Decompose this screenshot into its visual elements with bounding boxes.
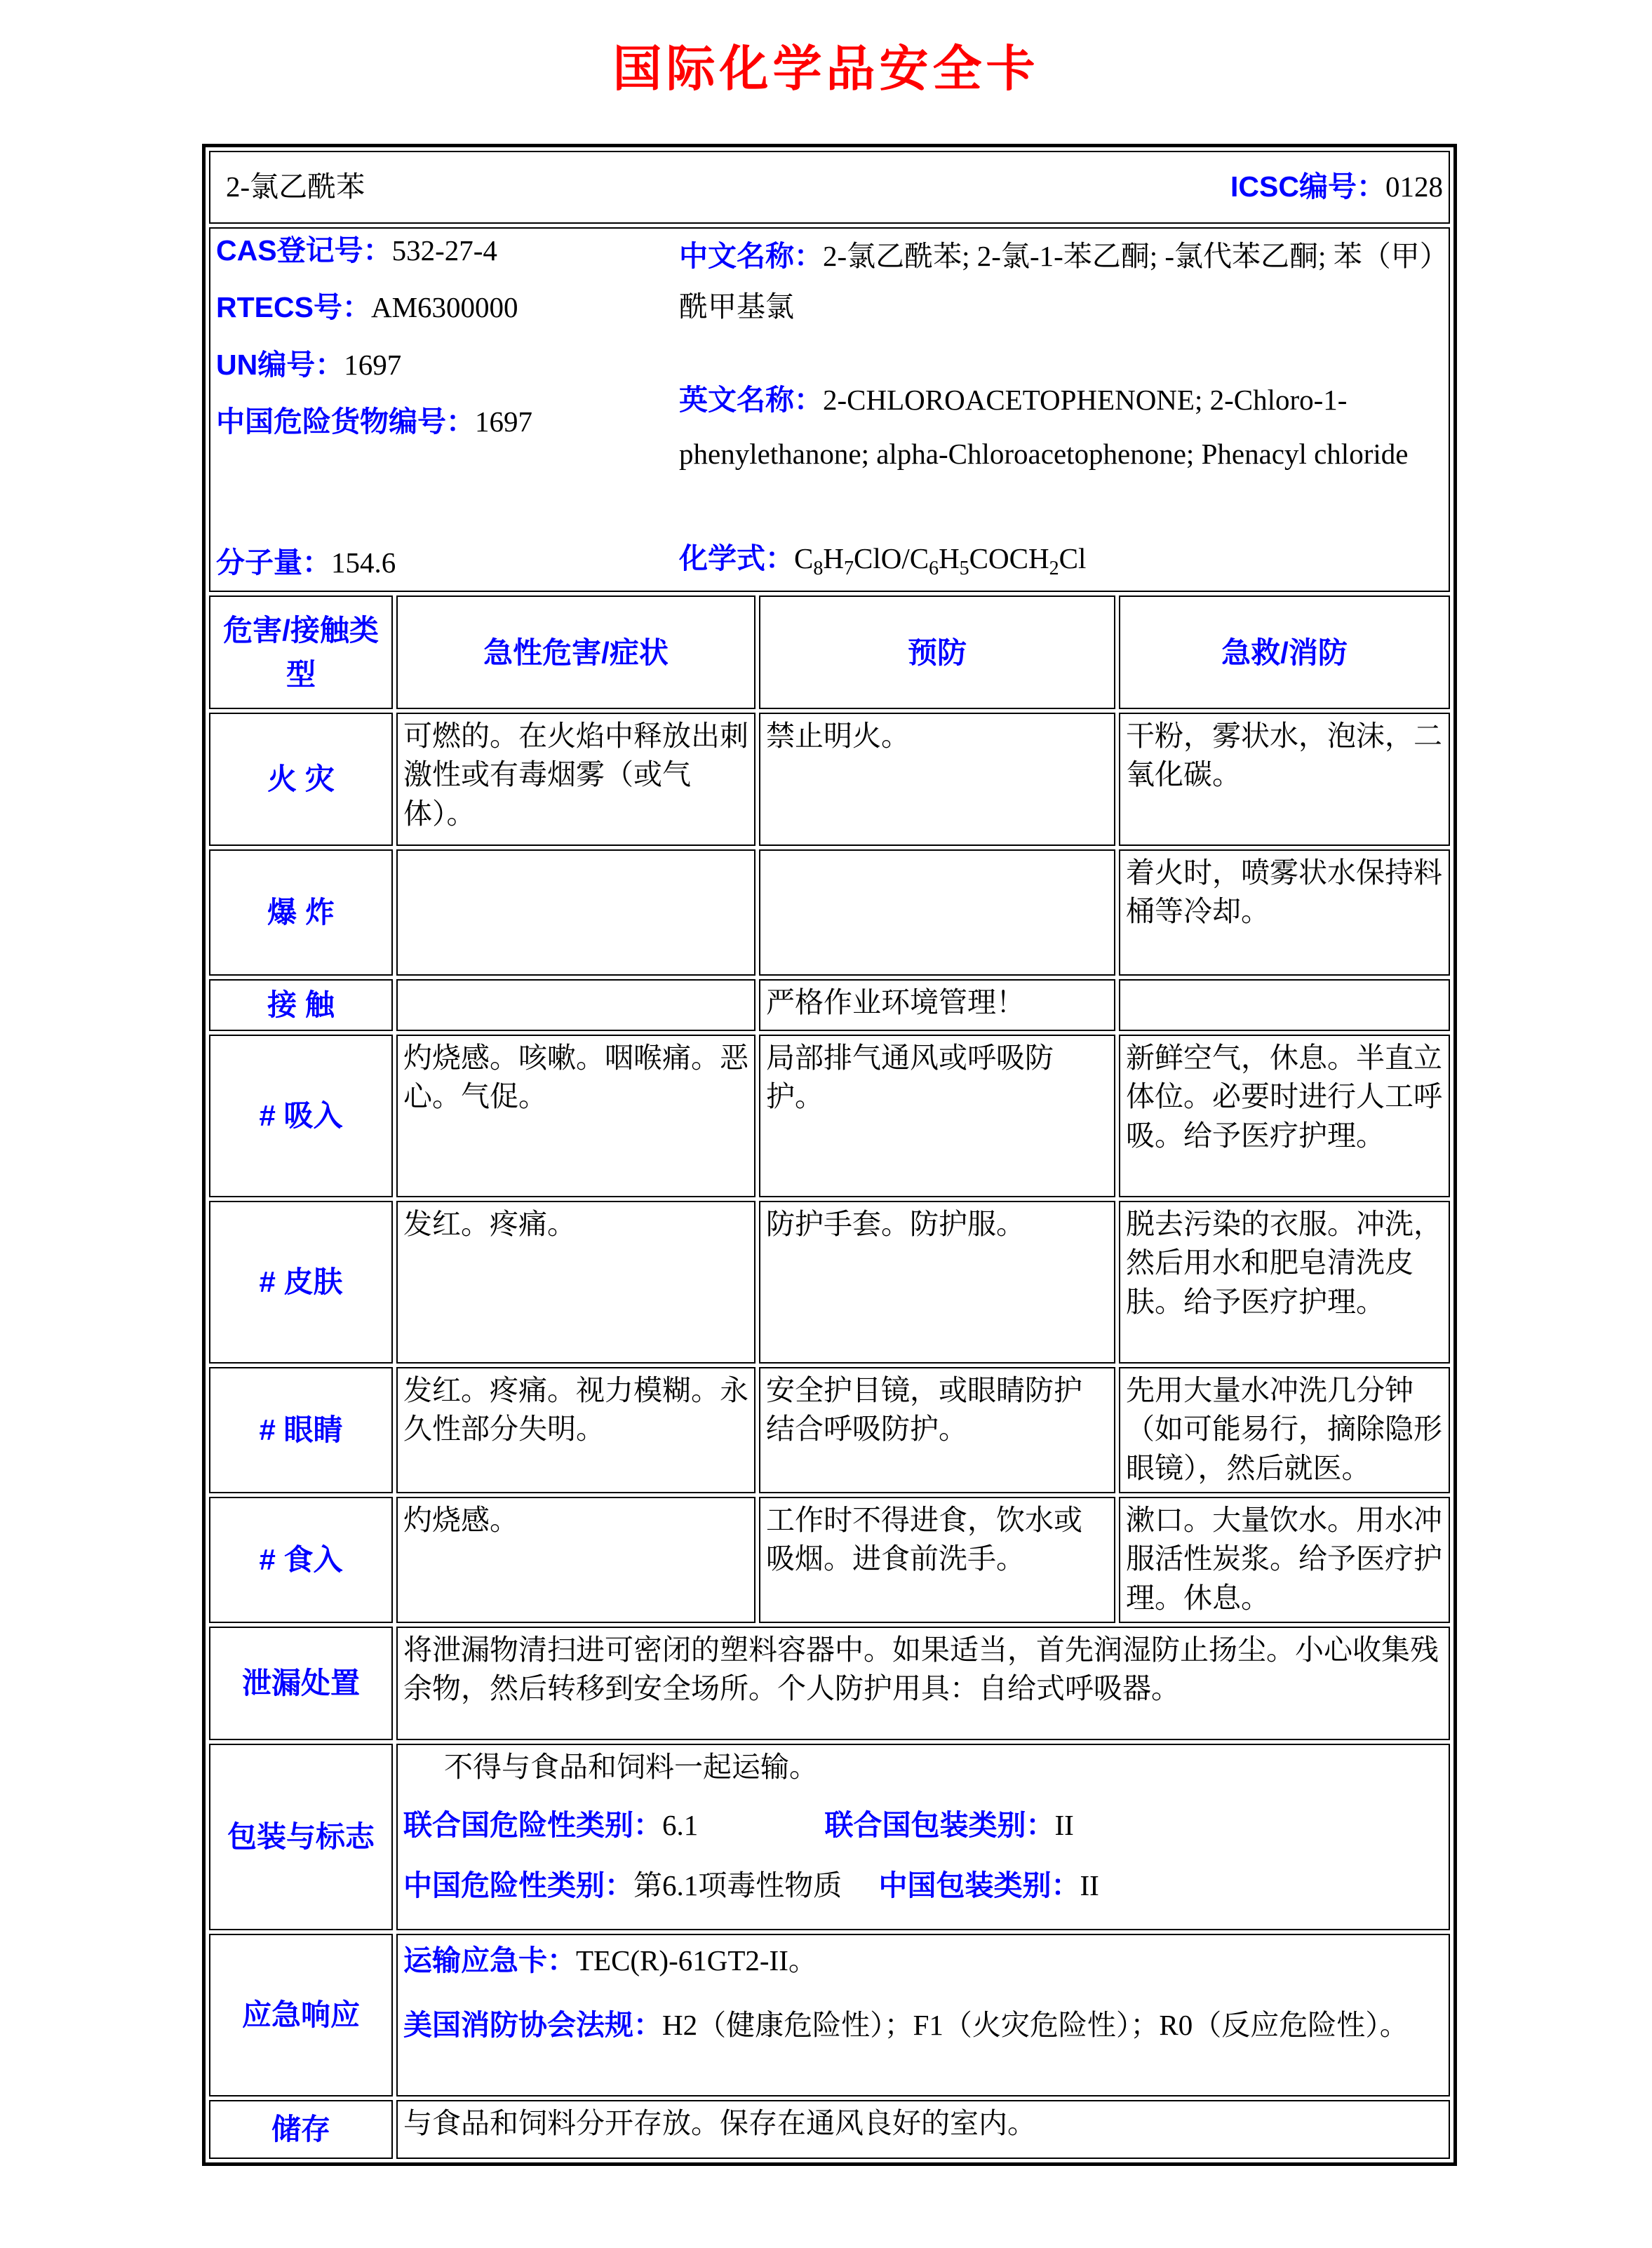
chemical-name: 2-氯乙酰苯: [226, 170, 365, 203]
row-label-packaging: 包装与标志: [209, 1744, 393, 1930]
header-hazard-type: 危害/接触类型: [209, 595, 393, 709]
row-label-explosion: 爆 炸: [209, 849, 393, 976]
icsc-card-table: [202, 144, 1457, 2166]
molecular-weight-label: 分子量：: [216, 546, 331, 579]
nfpa-code-value: H2（健康危险性）；F1（火灾危险性）；R0（反应危险性）。: [662, 2008, 1409, 2041]
table-row-skin: [209, 1201, 1450, 1364]
transport-emergency-card-value: TEC(R)-61GT2-II。: [576, 1944, 817, 1977]
skin-firstaid: 脱去污染的衣服。冲洗，然后用水和肥皂清洗皮肤。给予医疗护理。: [1119, 1201, 1450, 1364]
table-row-inhalation: [209, 1035, 1450, 1197]
header-prevention: 预防: [759, 595, 1115, 709]
explosion-symptom: [396, 849, 756, 976]
inhalation-symptom: 灼烧感。咳嗽。咽喉痛。恶心。气促。: [396, 1035, 756, 1197]
ingestion-prevention: 工作时不得进食，饮水或吸烟。进食前洗手。: [759, 1497, 1115, 1623]
eyes-firstaid: 先用大量水冲洗几分钟（如可能易行，摘除隐形眼镜），然后就医。: [1119, 1367, 1450, 1493]
english-name-value: 2-CHLOROACETOPHENONE; 2-Chloro-1-phenylethanone; alpha-Chloroacetophenone; Phenacyl chloride: [679, 383, 1409, 471]
table-row-fire: [209, 713, 1450, 846]
icsc-number-group: [1230, 168, 1443, 206]
packaging-transport-note: 不得与食品和饲料一起运输。: [444, 1751, 818, 1783]
row-label-storage: 储存: [209, 2100, 393, 2159]
contact-prevention: 严格作业环境管理！: [759, 979, 1115, 1031]
row-label-inhalation: # 吸入: [209, 1035, 393, 1197]
identification-cell: [209, 227, 1450, 592]
packaging-un-line: [403, 1806, 1443, 1845]
un-packing-group-value: II: [1054, 1809, 1074, 1842]
row-label-ingestion: # 食入: [209, 1497, 393, 1623]
chinese-name-value: 2-氯乙酰苯; 2-氯-1-苯乙酮; -氯代苯乙酮; 苯（甲）酰甲基氯: [679, 240, 1435, 323]
row-label-contact: 接 触: [209, 979, 393, 1031]
inhalation-firstaid: 新鲜空气，休息。半直立体位。必要时进行人工呼吸。给予医疗护理。: [1119, 1035, 1450, 1197]
un-packing-group-label: 联合国包装类别：: [824, 1809, 1055, 1842]
un-number-label: UN编号：: [216, 348, 344, 381]
transport-emergency-card-label: 运输应急卡：: [403, 1944, 576, 1977]
icsc-number-value: 0128: [1385, 170, 1443, 203]
table-row-emergency-response: [209, 1934, 1450, 2096]
transport-emergency-card-line: [403, 1938, 1443, 1984]
table-row-eyes: [209, 1367, 1450, 1493]
table-row-packaging: [209, 1744, 1450, 1930]
english-name-label: 英文名称：: [679, 383, 823, 416]
page-title: 国际化学品安全卡: [612, 43, 1040, 97]
china-packing-group-label: 中国包装类别：: [878, 1869, 1080, 1902]
chemical-formula-block: [679, 539, 1443, 588]
molecular-weight-block: [216, 544, 679, 588]
nfpa-code-label: 美国消防协会法规：: [403, 2008, 662, 2041]
eyes-symptom: 发红。疼痛。视力模糊。永久性部分失明。: [396, 1367, 756, 1493]
contact-symptom: [396, 979, 756, 1031]
packaging-cn-line: [403, 1866, 1443, 1905]
table-row-storage: [209, 2100, 1450, 2159]
china-packing-group-value: II: [1080, 1869, 1099, 1902]
rtecs-value: AM6300000: [370, 291, 518, 324]
un-hazard-class-value: 6.1: [662, 1809, 699, 1842]
china-dg-number-value: 1697: [475, 405, 532, 438]
molecular-weight-value: 154.6: [331, 546, 396, 579]
row-label-spill-disposal: 泄漏处置: [209, 1627, 393, 1740]
emergency-response-cell: [396, 1934, 1450, 2096]
identification-row: [209, 227, 1450, 592]
registry-numbers-block: [216, 231, 679, 539]
names-block: [679, 231, 1443, 539]
cas-value: 532-27-4: [391, 234, 497, 267]
table-row-explosion: [209, 849, 1450, 976]
ingestion-firstaid: 漱口。大量饮水。用水冲服活性炭浆。给予医疗护理。休息。: [1119, 1497, 1450, 1623]
china-dg-number-label: 中国危险货物编号：: [216, 405, 475, 438]
un-number-value: 1697: [344, 348, 402, 381]
chemical-formula-label: 化学式：: [679, 542, 794, 575]
table-row-ingestion: [209, 1497, 1450, 1623]
table-row-contact: [209, 979, 1450, 1031]
storage-text: 与食品和饲料分开存放。保存在通风良好的室内。: [396, 2100, 1450, 2159]
eyes-prevention: 安全护目镜，或眼睛防护结合呼吸防护。: [759, 1367, 1115, 1493]
rtecs-label: RTECS号：: [216, 291, 371, 324]
chemical-formula-value: $C_8H_7ClO/C_6H_5COCH_2Cl$: [794, 542, 1087, 580]
skin-symptom: 发红。疼痛。: [396, 1201, 756, 1364]
chinese-name-label: 中文名称：: [679, 240, 823, 272]
contact-firstaid: [1119, 979, 1450, 1031]
china-hazard-class-label: 中国危险性类别：: [403, 1869, 633, 1902]
fire-symptom: 可燃的。在火焰中释放出刺激性或有毒烟雾（或气体）。: [396, 713, 756, 846]
icsc-number-label: ICSC编号：: [1230, 170, 1385, 203]
row-label-emergency-response: 应急响应: [209, 1934, 393, 2096]
title-row-cell: [209, 151, 1450, 224]
packaging-cell: [396, 1744, 1450, 1930]
header-firstaid-firefighting: 急救/消防: [1119, 595, 1450, 709]
cas-label: CAS登记号：: [216, 234, 392, 267]
explosion-firstaid: 着火时，喷雾状水保持料桶等冷却。: [1119, 849, 1450, 976]
fire-prevention: 禁止明火。: [759, 713, 1115, 846]
skin-prevention: 防护手套。防护服。: [759, 1201, 1115, 1364]
header-acute-symptoms: 急性危害/症状: [396, 595, 756, 709]
explosion-prevention: [759, 849, 1115, 976]
row-label-fire: 火 灾: [209, 713, 393, 846]
fire-firstaid: 干粉，雾状水，泡沫，二氧化碳。: [1119, 713, 1450, 846]
row-label-eyes: # 眼睛: [209, 1367, 393, 1493]
inhalation-prevention: 局部排气通风或呼吸防护。: [759, 1035, 1115, 1197]
nfpa-code-line: [403, 2003, 1443, 2049]
column-header-row: [209, 595, 1450, 709]
ingestion-symptom: 灼烧感。: [396, 1497, 756, 1623]
un-hazard-class-label: 联合国危险性类别：: [403, 1809, 662, 1842]
spill-disposal-text: 将泄漏物清扫进可密闭的塑料容器中。如果适当，首先润湿防止扬尘。小心收集残余物，然后转移到安全场所。个人防护用具：自给式呼吸器。: [396, 1627, 1450, 1740]
table-row-spill-disposal: [209, 1627, 1450, 1740]
row-label-skin: # 皮肤: [209, 1201, 393, 1364]
title-row: [209, 151, 1450, 224]
china-hazard-class-value: 第6.1项毒性物质: [633, 1869, 842, 1902]
